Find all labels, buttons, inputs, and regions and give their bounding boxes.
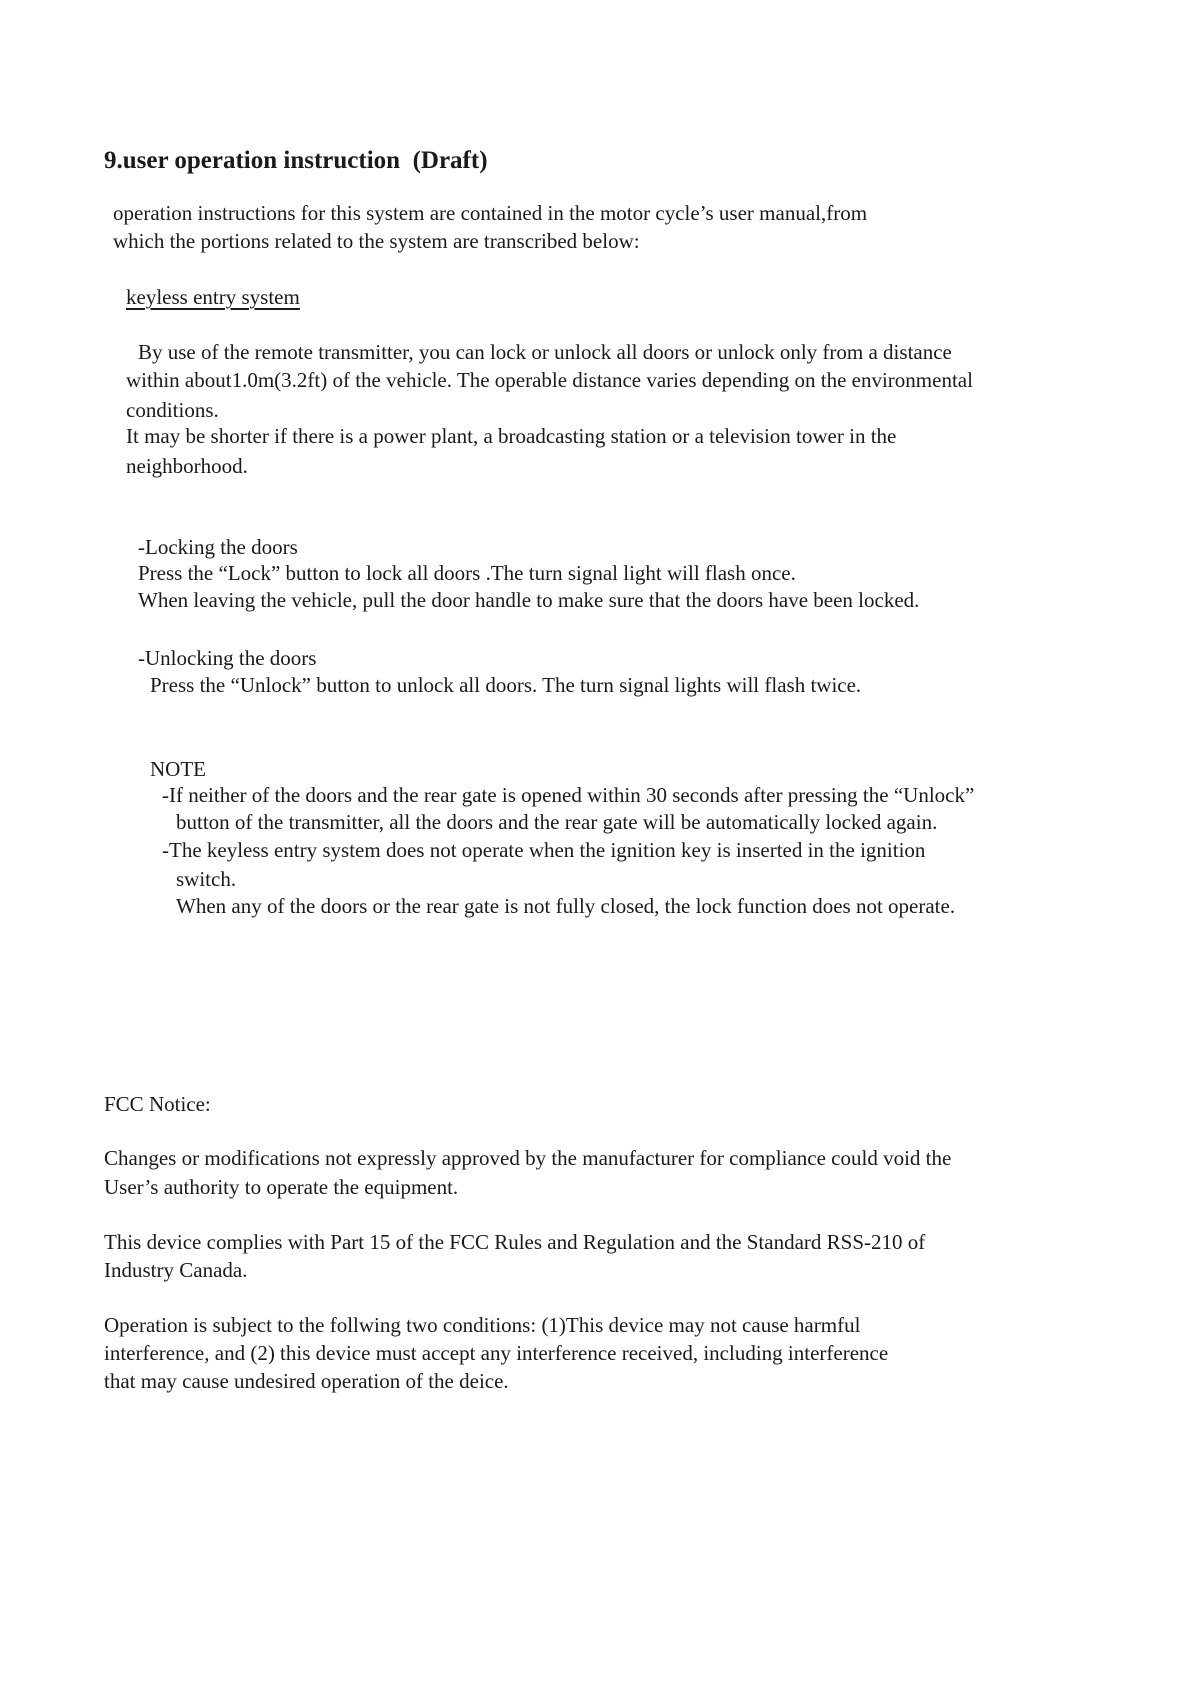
intro-line-1: operation instructions for this system are contained in the motor cycle’s user manual,from	[113, 201, 868, 225]
fcc-paragraph-2-line-2: Industry Canada.	[104, 1258, 248, 1282]
locking-line-1: Press the “Lock” button to lock all doors .The turn signal light will flash once.	[138, 561, 796, 585]
fcc-paragraph-3-line-2: interference, and (2) this device must accept any interference received, including interference	[104, 1341, 889, 1365]
intro-line-2: which the portions related to the system are transcribed below:	[113, 229, 640, 253]
note-line-4: switch.	[176, 867, 237, 891]
fcc-heading: FCC Notice:	[104, 1092, 211, 1116]
fcc-paragraph-1-line-2: User’s authority to operate the equipment.	[104, 1175, 459, 1199]
note-line-1: -If neither of the doors and the rear gate is opened within 30 seconds after pressing the “Unlock”	[162, 783, 975, 807]
page-title: 9.user operation instruction (Draft)	[104, 147, 488, 174]
note-heading: NOTE	[150, 757, 206, 781]
unlocking-heading: -Unlocking the doors	[138, 646, 317, 670]
note-line-2: button of the transmitter, all the doors and the rear gate will be automatically locked again.	[176, 810, 938, 834]
unlocking-line-1: Press the “Unlock” button to unlock all doors. The turn signal lights will flash twice.	[150, 673, 862, 697]
note-line-3: -The keyless entry system does not operate when the ignition key is inserted in the ignition	[162, 838, 926, 862]
description-line-2: within about1.0m(3.2ft) of the vehicle. The operable distance varies depending on the environmental	[126, 368, 973, 392]
description-line-1: By use of the remote transmitter, you can lock or unlock all doors or unlock only from a distance	[138, 340, 952, 364]
locking-line-2: When leaving the vehicle, pull the door handle to make sure that the doors have been locked.	[138, 588, 920, 612]
fcc-paragraph-3-line-3: that may cause undesired operation of the deice.	[104, 1369, 509, 1393]
description-line-3: conditions.	[126, 398, 219, 422]
locking-heading: -Locking the doors	[138, 535, 298, 559]
fcc-paragraph-1-line-1: Changes or modifications not expressly approved by the manufacturer for compliance could void the	[104, 1146, 952, 1170]
section-heading: keyless entry system	[126, 285, 300, 309]
description-line-5: neighborhood.	[126, 454, 248, 478]
description-line-4: It may be shorter if there is a power plant, a broadcasting station or a television tower in the	[126, 424, 897, 448]
fcc-paragraph-3-line-1: Operation is subject to the follwing two conditions: (1)This device may not cause harmful	[104, 1313, 861, 1337]
note-line-5: When any of the doors or the rear gate is not fully closed, the lock function does not operate.	[176, 894, 956, 918]
fcc-paragraph-2-line-1: This device complies with Part 15 of the FCC Rules and Regulation and the Standard RSS-210 of	[104, 1230, 926, 1254]
